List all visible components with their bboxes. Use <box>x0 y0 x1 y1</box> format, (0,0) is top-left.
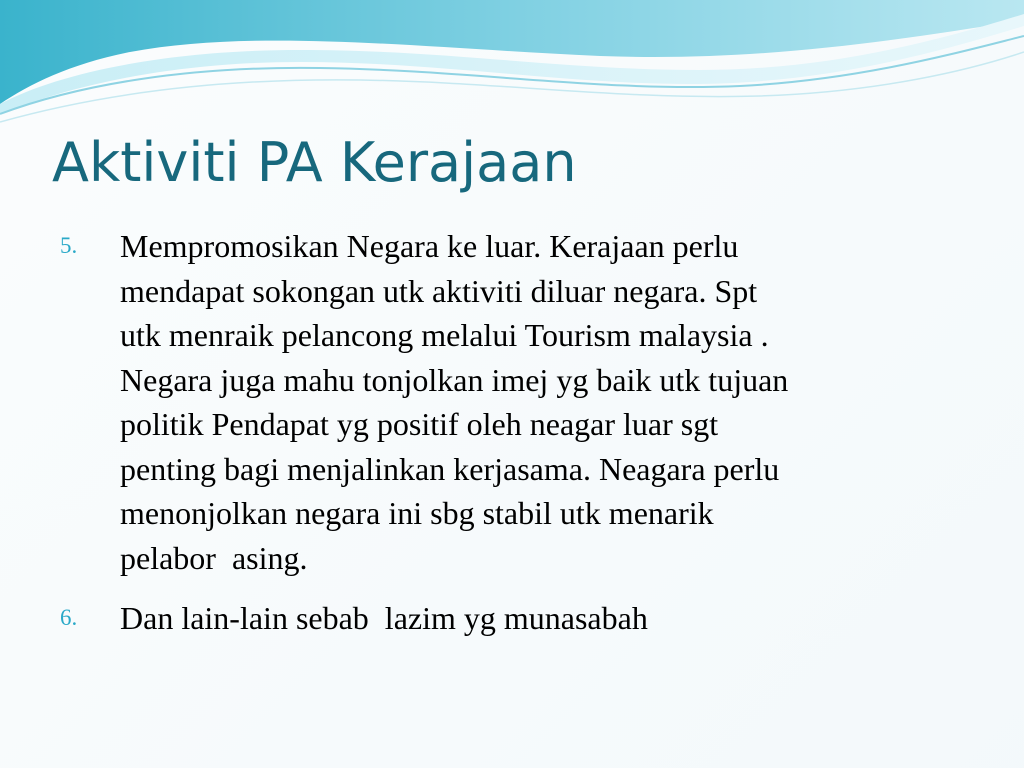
list-item <box>60 596 960 641</box>
text-line: penting bagi menjalinkan kerjasama. Neagara perlu <box>120 450 780 487</box>
text-line: politik Pendapat yg positif oleh neagar luar sgt <box>120 406 719 442</box>
text-line: Dan lain-lain sebab lazim yg munasabah <box>120 600 648 636</box>
slide-title: Aktiviti PA Kerajaan <box>52 131 577 194</box>
list-item <box>60 224 960 580</box>
list-number: 5. <box>60 233 78 258</box>
text-line: Mempromosikan Negara ke luar. Kerajaan perlu <box>120 228 739 264</box>
text-line: mendapat sokongan utk aktiviti diluar negara. Spt <box>120 272 758 309</box>
list-item-text <box>120 224 960 580</box>
text-line: pelabor asing. <box>120 539 308 576</box>
header-wave-decoration <box>0 0 1024 130</box>
list-item-text <box>120 596 960 641</box>
text-line: utk menraik pelancong melalui Tourism malaysia . <box>120 317 769 353</box>
text-line: Negara juga mahu tonjolkan imej yg baik utk tujuan <box>120 361 789 398</box>
text-line: menonjolkan negara ini sbg stabil utk menarik <box>120 495 714 531</box>
list-number: 6. <box>60 605 78 630</box>
numbered-list <box>60 224 960 657</box>
